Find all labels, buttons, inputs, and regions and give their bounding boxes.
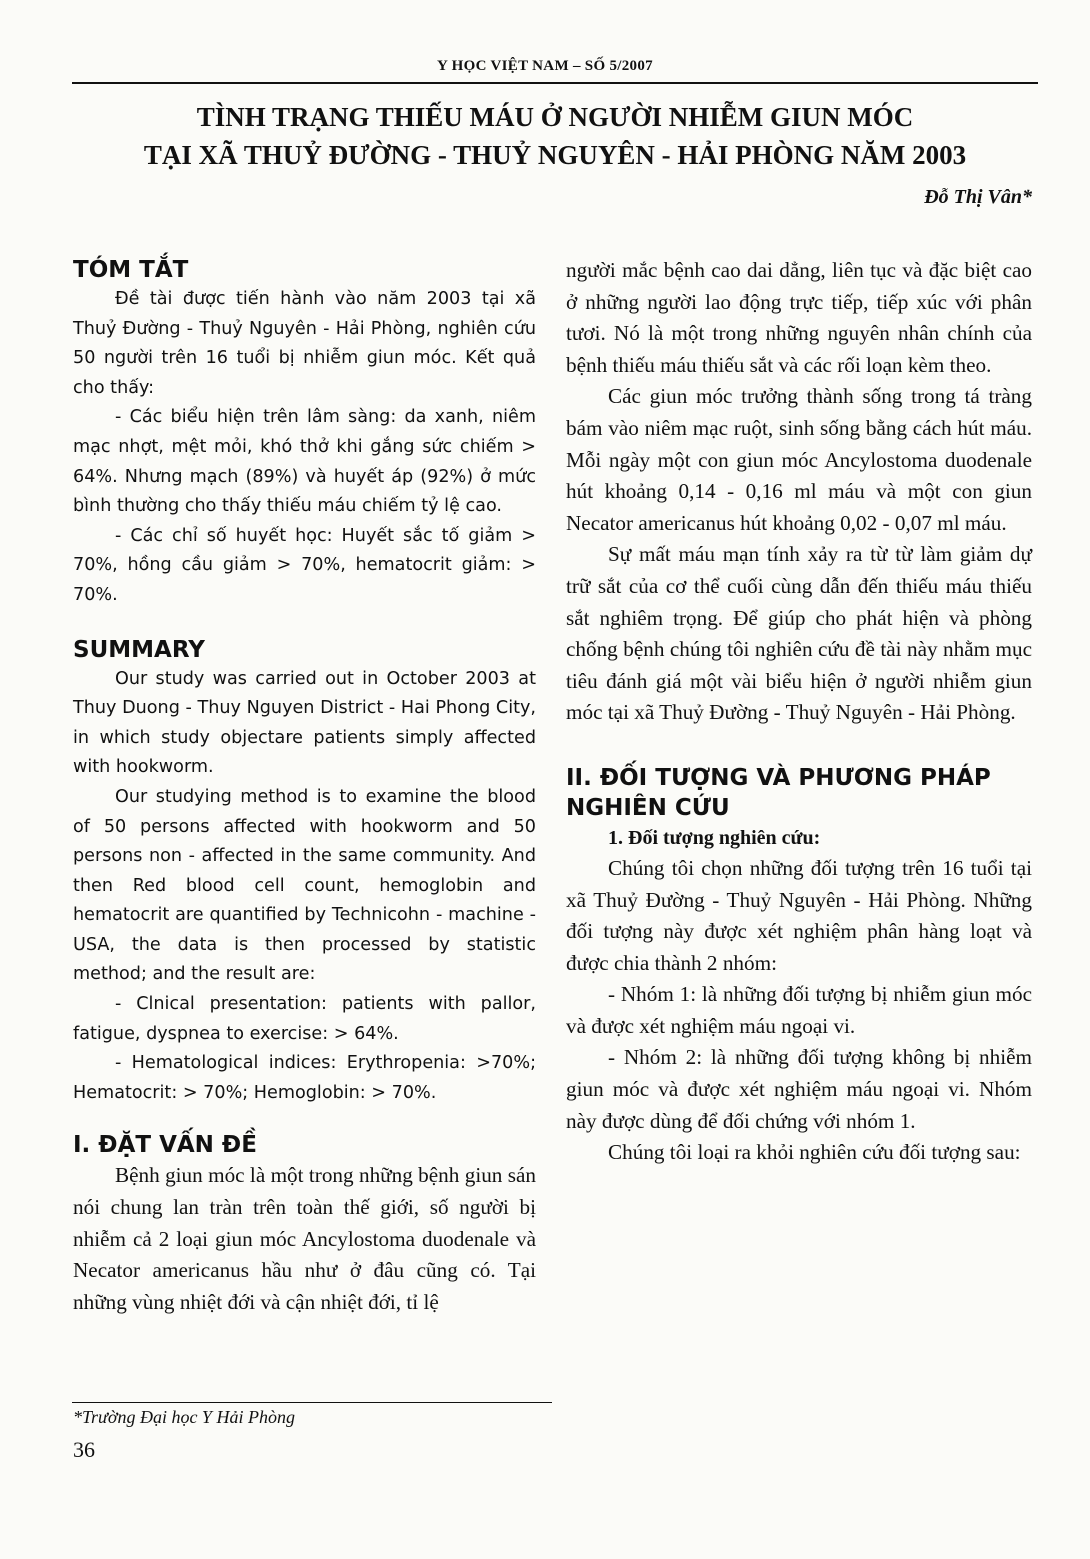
summary-paragraph: Our study was carried out in October 2003 at Thuy Duong - Thuy Nguyen District - Hai Phong City, in which study objectare patients simply affected with hookworm. [73, 668, 536, 778]
section2-heading: II. ĐỐI TƯỢNG VÀ PHƯƠNG PHÁP NGHIÊN CỨU [566, 764, 991, 821]
header-rule [72, 82, 1038, 84]
page-number: 36 [73, 1437, 95, 1462]
section1-body-left [73, 1160, 536, 1318]
section2-paragraph: Chúng tôi loại ra khỏi nghiên cứu đối tượng sau: [608, 1140, 1021, 1165]
section1-paragraph: Bệnh giun móc là một trong những bệnh giun sán nói chung lan tràn trên toàn thế giới, số người bị nhiễm cả 2 loại giun móc Ancylostoma duodenale và Necator americanus hầu như ở đâu cũng có. Tại những vùng nhiệt đới và cận nhiệt đới, tỉ lệ [73, 1163, 536, 1314]
author: Đỗ Thị Vân* [924, 186, 1032, 208]
section1-paragraph: Sự mất máu mạn tính xảy ra từ từ làm giảm dự trữ sắt của cơ thể cuối cùng dẫn đến thiếu máu thiếu sắt nghiêm trọng. Để giúp cho phát hiện và phòng chống bệnh chúng tôi nghiên cứu đề tài này nhằm mục tiêu đánh giá một vài biểu hiện ở người nhiễm giun móc tại xã Thuỷ Đường - Thuỷ Nguyên - Hải Phòng. [566, 542, 1032, 725]
section1-body-right [566, 255, 1032, 729]
section2-paragraph: - Nhóm 1: là những đối tượng bị nhiễm giun móc và được xét nghiệm máu ngoại vi. [566, 982, 1032, 1038]
summary-paragraph: Our studying method is to examine the blood of 50 persons affected with hookworm and 50 persons non - affected in the same community. And then Red blood cell count, hemoglobin and hematocrit are quantified by Technicohn - machine - USA, the data is then processed by statistic method; and the result are: [73, 786, 536, 985]
section2-paragraph: - Nhóm 2: là những đối tượng không bị nhiễm giun móc và được xét nghiệm máu ngoại vi. Nhóm này được dùng để đối chứng với nhóm 1. [566, 1045, 1032, 1133]
section2-paragraph: Chúng tôi chọn những đối tượng trên 16 tuổi tại xã Thuỷ Đường - Thuỷ Nguyên - Hải Phòng. Những đối tượng này được xét nghiệm phân hàng loạt và được chia thành 2 nhóm: [566, 855, 1032, 975]
right-column [566, 255, 1032, 1169]
section2-body [566, 853, 1032, 1169]
title-line-2: TẠI XÃ THUỶ ĐƯỜNG - THUỶ NGUYÊN - HẢI PHÒNG NĂM 2003 [143, 140, 967, 170]
summary-body [73, 665, 536, 1109]
tomtat-paragraph: - Các biểu hiện trên lâm sàng: da xanh, niêm mạc nhợt, mệt mỏi, khó thở khi gắng sức chiếm > 64%. Nhưng mạch (89%) và huyết áp (92%) ở mức bình thường cho thấy thiếu máu chiếm tỷ lệ cao. [73, 407, 536, 517]
tomtat-body [73, 285, 536, 611]
summary-heading: SUMMARY [73, 636, 205, 663]
footnote-rule [72, 1402, 552, 1403]
tomtat-heading: TÓM TẮT [73, 257, 189, 283]
article-title [60, 98, 1050, 174]
section1-heading: I. ĐẶT VẤN ĐỀ [73, 1132, 257, 1159]
section2-subheading: 1. Đối tượng nghiên cứu: [608, 826, 821, 849]
footnote: *Trường Đại học Y Hải Phòng [73, 1407, 295, 1427]
tomtat-paragraph: - Các chỉ số huyết học: Huyết sắc tố giảm > 70%, hồng cầu giảm > 70%, hematocrit giảm: > 70%. [73, 525, 536, 605]
journal-header: Y HỌC VIỆT NAM – SỐ 5/2007 [437, 58, 653, 74]
section1-paragraph: Các giun móc trưởng thành sống trong tá tràng bám vào niêm mạc ruột, sinh sống bằng cách hút máu. Mỗi ngày một con giun móc Ancylostoma duodenale hút khoảng 0,14 - 0,16 ml máu và một con giun Necator americanus hút khoảng 0,02 - 0,07 ml máu. [566, 384, 1032, 535]
title-line-1: TÌNH TRẠNG THIẾU MÁU Ở NGƯỜI NHIỄM GIUN MÓC [196, 102, 914, 132]
left-column [73, 255, 536, 1318]
section1-paragraph-continued: người mắc bệnh cao dai dẳng, liên tục và đặc biệt cao ở những người lao động trực tiếp, tiếp xúc với phân tươi. Nó là một trong những nguyên nhân chính của bệnh thiếu máu thiếu sắt và các rối loạn kèm theo. [566, 258, 1032, 377]
tomtat-paragraph: Đề tài được tiến hành vào năm 2003 tại xã Thuỷ Đường - Thuỷ Nguyên - Hải Phòng, nghiên cứu 50 người trên 16 tuổi bị nhiễm giun móc. Kết quả cho thấy: [73, 289, 536, 398]
summary-paragraph: - Hematological indices: Erythropenia: >70%; Hematocrit: > 70%; Hemoglobin: > 70%. [73, 1053, 536, 1103]
summary-paragraph: - Clnical presentation: patients with pallor, fatigue, dyspnea to exercise: > 64%. [73, 994, 536, 1044]
